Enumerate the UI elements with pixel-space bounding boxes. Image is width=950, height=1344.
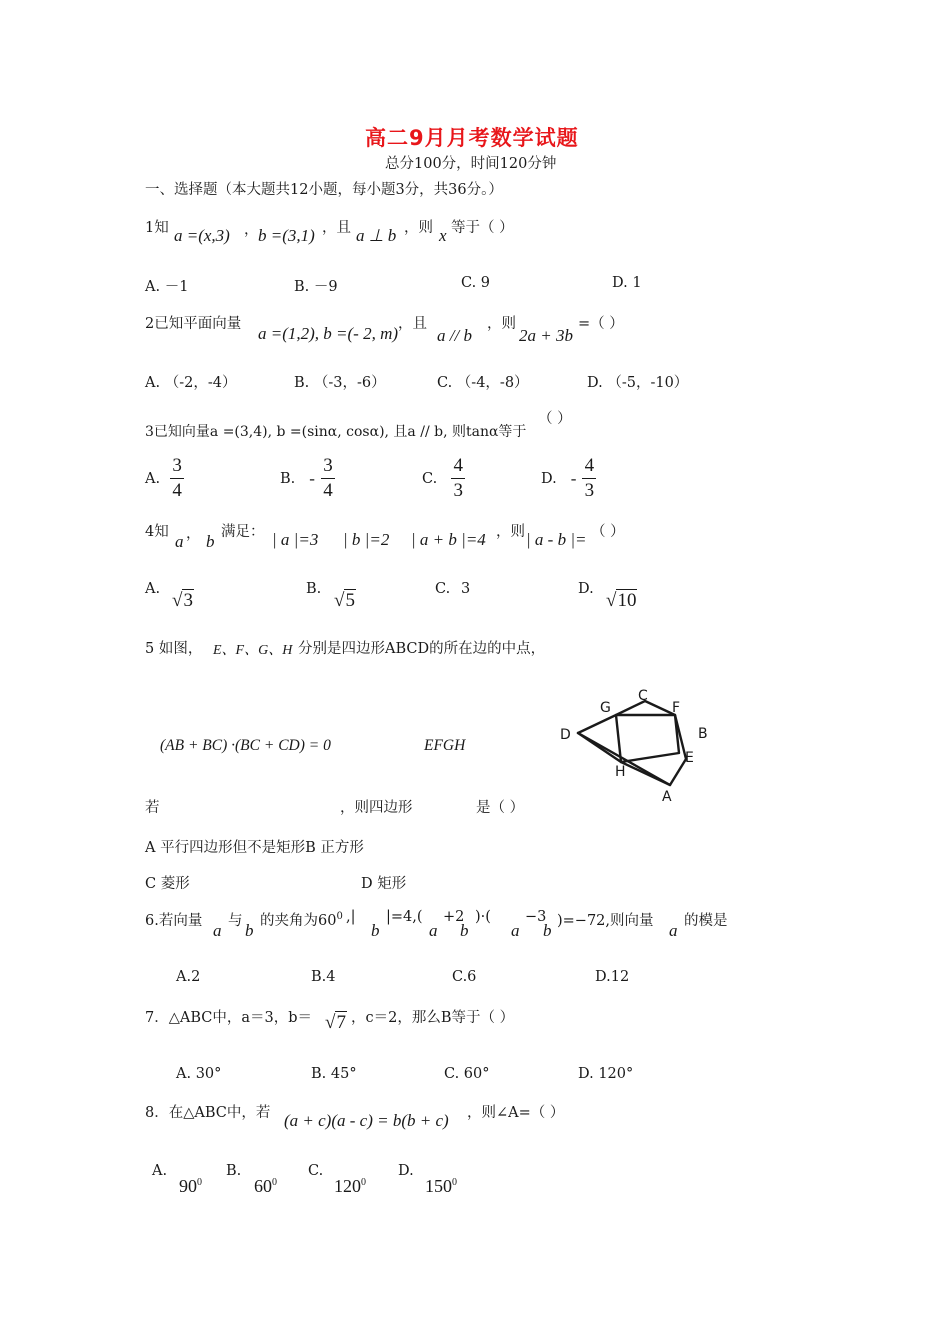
q8-option-c-label: C. <box>308 1163 324 1179</box>
q3-option-b <box>280 456 335 501</box>
q4-option-a-value: √3 <box>172 590 193 611</box>
q3-option-d-label: D. <box>541 470 557 487</box>
q8-suffix: ，则∠A=（ ） <box>467 1105 565 1121</box>
q2-mid2: ，则 <box>487 316 516 332</box>
q2-mid1: ，且 <box>398 316 427 332</box>
q7-option-d: D. 120° <box>578 1066 634 1082</box>
q8-option-a-label: A. <box>152 1163 168 1179</box>
q6-rest1: ,| <box>346 909 356 925</box>
q4-option-a-label: A. <box>145 581 161 597</box>
q6-option-a: A.2 <box>176 969 201 985</box>
q4-condition-3: | a + b |=4 <box>411 530 486 549</box>
q1-suffix: 等于（ ） <box>451 220 514 236</box>
q3-option-c-num: 4 <box>453 455 463 476</box>
q6-prefix: 6.若向量 <box>145 913 203 929</box>
q3-option-a-den: 4 <box>172 480 182 501</box>
q8-expression: (a + c)(a - c) = b(b + c) <box>284 1111 449 1130</box>
fig-label-d: D <box>560 727 571 743</box>
q7-option-b: B. 45° <box>311 1066 357 1082</box>
q2-suffix: =（ ） <box>578 316 624 332</box>
q4-condition-label: 满足： <box>221 524 265 540</box>
q5-option-d: D 矩形 <box>361 876 407 892</box>
q8-option-d-value: $150^0$ <box>425 1176 457 1196</box>
q2-option-d: D. （-5，-10） <box>587 375 689 391</box>
q6-vector-b: b <box>245 921 254 940</box>
q5-option-c: C 菱形 <box>145 876 190 892</box>
q5-efgh: EFGH <box>424 737 466 754</box>
q8-option-d-label: D. <box>398 1163 414 1179</box>
q5-points: E、F、G、H <box>213 643 293 658</box>
q6-vector-a-3: a <box>511 921 520 940</box>
quadrilateral-figure <box>555 684 720 806</box>
q6-option-d: D.12 <box>595 969 630 985</box>
q8-prefix: 8．在△ABC中，若 <box>145 1105 271 1121</box>
q5-ruo: 若 <box>145 800 160 816</box>
q1-sep3: ，则 <box>404 220 433 236</box>
q3-option-a-label: A. <box>145 470 161 487</box>
q4-option-c-value: 3 <box>461 581 471 597</box>
q4-condition-1: | a |=3 <box>272 530 319 549</box>
q7-prefix: 7．△ABC中，a＝3，b＝ <box>145 1010 313 1026</box>
page-subtitle: 总分100分，时间120分钟 <box>385 156 557 172</box>
q8-option-b-value: $60^0$ <box>254 1176 277 1196</box>
q6-option-c: C.6 <box>452 969 477 985</box>
q5-suffix: 分别是四边形ABCD的所在边的中点， <box>298 641 546 657</box>
q6-dot: )·( <box>475 909 491 925</box>
q4-comma: ， <box>186 526 201 542</box>
q4-vector-b: b <box>206 532 215 551</box>
fig-label-a: A <box>662 789 672 805</box>
q4-then: ，则 <box>496 524 525 540</box>
q3-option-b-label: B. <box>280 470 296 487</box>
q3-option-a-num: 3 <box>172 455 182 476</box>
q4-condition-2: | b |=2 <box>343 530 390 549</box>
q2-option-c: C. （-4，-8） <box>437 375 529 391</box>
q1-option-b: B. －9 <box>294 279 338 295</box>
q8-option-a-value: $90^0$ <box>179 1176 202 1196</box>
q4-option-c-label: C. <box>435 581 451 597</box>
q6-minus: −3 <box>525 909 547 925</box>
q6-vector-b-3: b <box>460 921 469 940</box>
q6-rest3: )=−72,则向量 <box>557 913 654 929</box>
q7-option-c: C. 60° <box>444 1066 490 1082</box>
q1-vector-b: b =(3,1) <box>258 226 315 245</box>
fig-label-c: C <box>638 688 648 704</box>
q8-option-b-label: B. <box>226 1163 242 1179</box>
q4-option-d-value: √10 <box>606 590 637 611</box>
q6-angle: 的夹角为$60^0$ <box>260 911 343 929</box>
q3-option-c <box>422 456 465 501</box>
q6-vector-b-2: b <box>371 921 380 940</box>
q6-vector-a-4: a <box>669 921 678 940</box>
q6-vector-a-2: a <box>429 921 438 940</box>
q1-option-d: D. 1 <box>612 275 642 291</box>
q3-option-b-sign: - <box>309 468 315 488</box>
q1-x: x <box>439 226 447 245</box>
q4-prefix: 4知 <box>145 524 169 540</box>
q2-option-b: B. （-3，-6） <box>294 375 386 391</box>
q6-vector-a: a <box>213 921 222 940</box>
q2-prefix: 2已知平面向量 <box>145 316 242 332</box>
q5-then: ，则四边形 <box>340 800 413 816</box>
q3-option-d-sign: - <box>570 468 577 488</box>
q6-rest2: |=4,( <box>386 909 423 925</box>
fig-label-e: E <box>685 750 694 766</box>
q1-perp: a ⊥ b <box>356 226 397 245</box>
q4-option-b-label: B. <box>306 581 322 597</box>
q6-plus: +2 <box>443 909 465 925</box>
q4-result: | a - b |= <box>526 530 587 549</box>
q4-vector-a: a <box>175 532 184 551</box>
q7-option-a: A. 30° <box>176 1066 222 1082</box>
q6-vector-b-4: b <box>543 921 552 940</box>
q6-mod: 的模是 <box>684 913 728 929</box>
section-heading: 一、选择题（本大题共12小题，每小题3分，共36分。） <box>145 182 503 198</box>
q4-paren: （ ） <box>591 524 625 540</box>
fig-label-h: H <box>615 764 626 780</box>
q3-option-d <box>541 456 596 501</box>
q2-parallel: a // b <box>437 326 472 345</box>
q3-option-c-den: 3 <box>453 480 463 501</box>
q3-paren: （ ） <box>538 411 572 427</box>
q4-option-d-label: D. <box>578 581 594 597</box>
q1-sep1: ， <box>244 222 259 238</box>
q6-with: 与 <box>228 913 243 929</box>
q2-result: 2a + 3b <box>519 326 573 345</box>
q7-suffix: ，c＝2，那么B等于（ ） <box>351 1010 515 1026</box>
q2-option-a: A. （-2，-4） <box>145 375 237 391</box>
fig-label-b: B <box>698 726 708 742</box>
q3-option-b-den: 4 <box>323 480 333 501</box>
q1-option-c: C. 9 <box>461 275 491 291</box>
q1-sep2: ，且 <box>322 220 351 236</box>
q3-option-d-num: 4 <box>584 455 595 476</box>
q6-option-b: B.4 <box>311 969 336 985</box>
q1-prefix: 1知 <box>145 220 169 236</box>
q3-option-a <box>145 456 184 501</box>
page-title: 高二9月月考数学试题 <box>365 126 579 150</box>
q1-vector-a: a =(x,3) <box>174 226 230 245</box>
fig-label-g: G <box>600 700 611 716</box>
q4-option-b-value: √5 <box>334 590 355 611</box>
q5-prefix: 5 如图， <box>145 641 203 657</box>
q5-shi: 是（ ） <box>476 800 525 816</box>
q3-option-d-den: 3 <box>584 480 595 501</box>
q1-option-a: A. －1 <box>145 279 189 295</box>
q5-expression: (AB + BC) ·(BC + CD) = 0 <box>160 737 331 754</box>
q3-option-c-label: C. <box>422 470 438 487</box>
q3-option-b-num: 3 <box>323 455 333 476</box>
q2-vectors: a =(1,2), b =(- 2, m) <box>258 324 399 343</box>
q5-option-a-b: A 平行四边形但不是矩形B 正方形 <box>145 840 364 856</box>
fig-label-f: F <box>672 700 681 716</box>
q3-text: 3已知向量a =(3,4), b =(sinα, cosα), 且a // b, 则tanα等于 <box>145 424 527 440</box>
q8-option-c-value: $120^0$ <box>334 1176 366 1196</box>
q7-root: √7 <box>325 1012 346 1033</box>
